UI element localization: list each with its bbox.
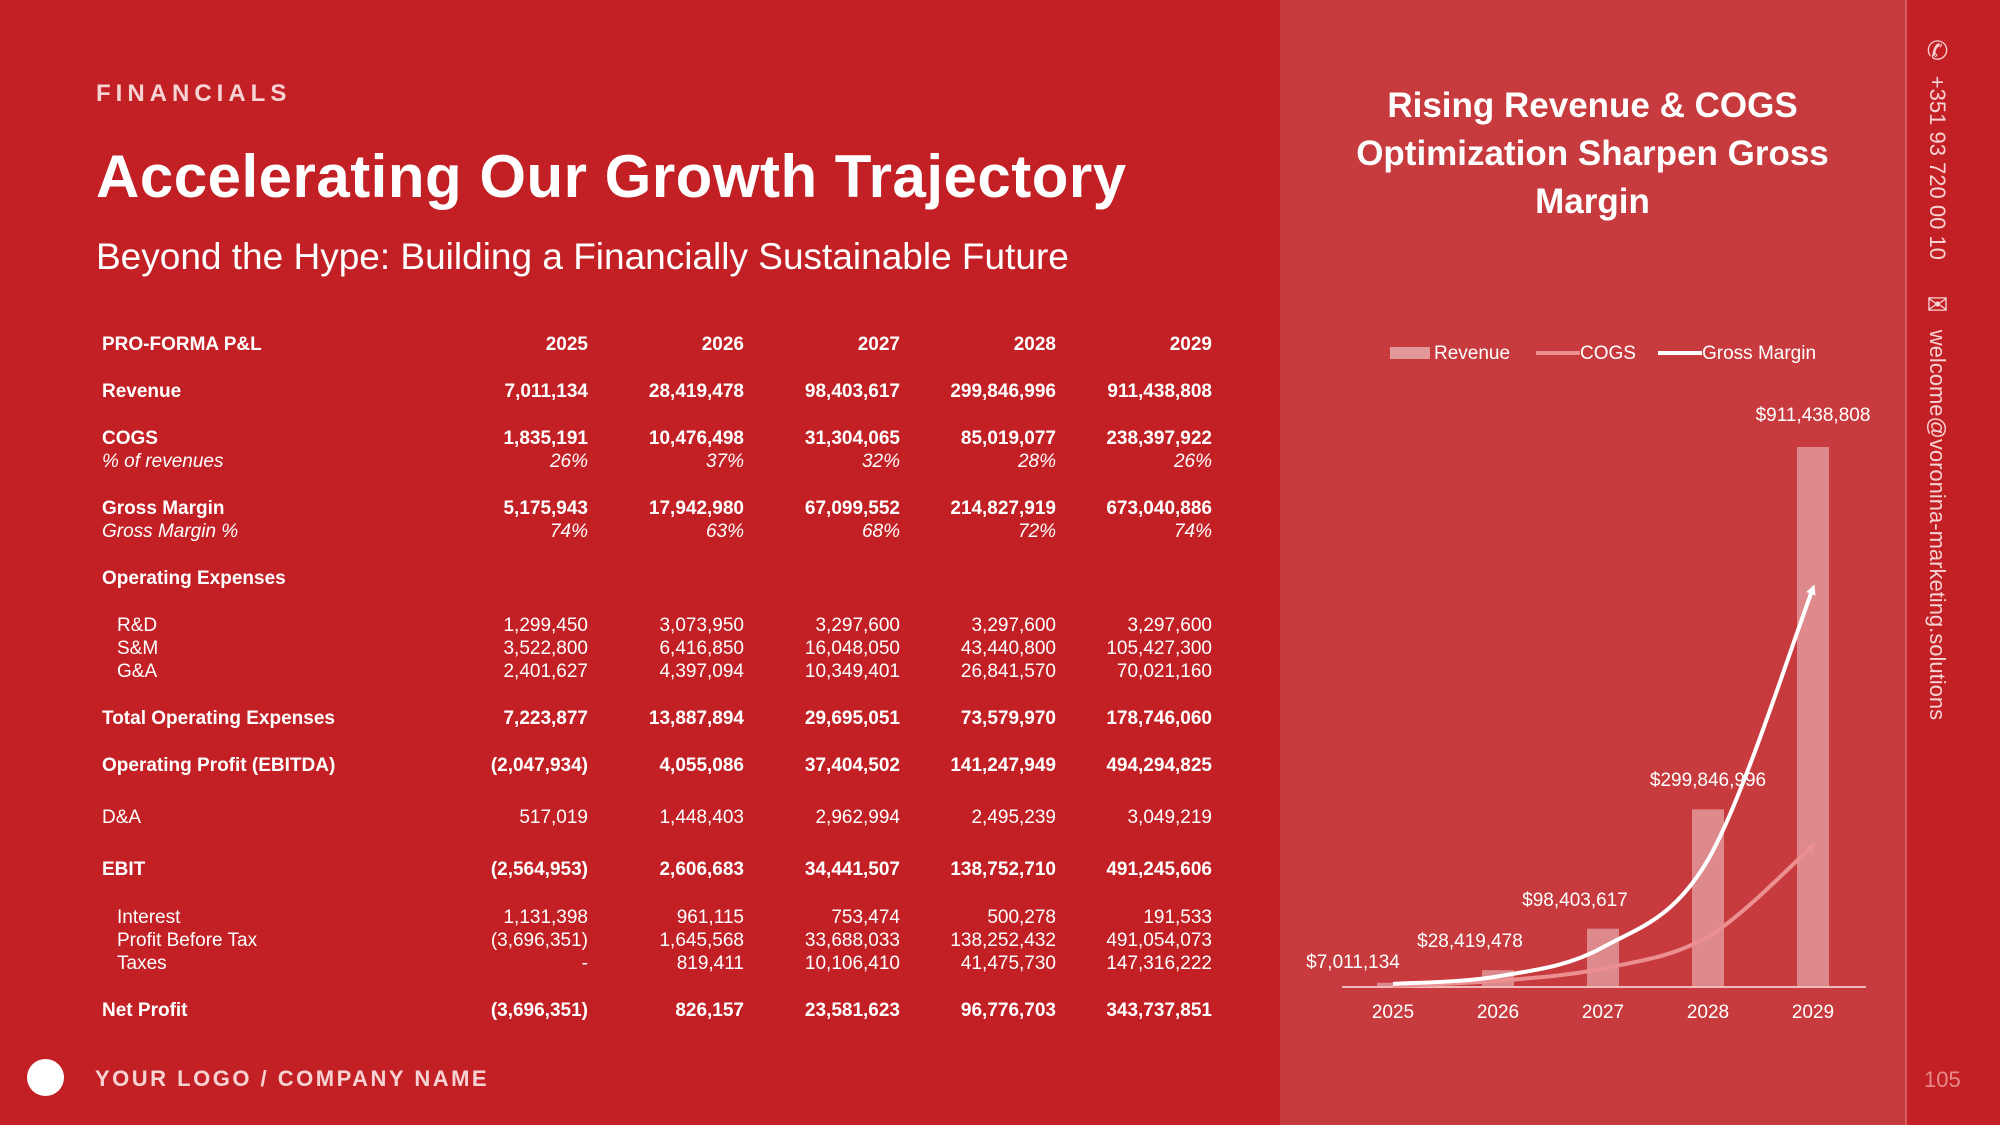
table-cell: (3,696,351) xyxy=(490,1000,588,1021)
table-cell: 37% xyxy=(705,451,744,472)
section-eyebrow: FINANCIALS xyxy=(96,80,292,107)
table-cell: 2,495,239 xyxy=(971,807,1056,828)
page-number: 105 xyxy=(1924,1067,1961,1092)
table-cell: (2,564,953) xyxy=(490,859,588,880)
table-row xyxy=(102,520,1212,544)
table-cell: 26% xyxy=(1173,451,1212,472)
table-cell: 33,688,033 xyxy=(804,930,900,951)
table-cell: 500,278 xyxy=(987,907,1056,928)
table-cell: 17,942,980 xyxy=(648,498,744,519)
table-cell: 26% xyxy=(549,451,588,472)
table-cell: (3,696,351) xyxy=(490,930,588,951)
legend-label: Revenue xyxy=(1434,343,1511,364)
table-cell: 74% xyxy=(549,521,588,542)
table-cell: 96,776,703 xyxy=(960,1000,1056,1021)
table-row xyxy=(102,497,1212,521)
row-label: Taxes xyxy=(117,953,167,974)
table-cell: 1,835,191 xyxy=(503,428,588,449)
table-cell: - xyxy=(581,953,588,974)
table-row xyxy=(102,660,1212,684)
year-header: 2026 xyxy=(701,334,744,355)
year-header: 2029 xyxy=(1169,334,1212,355)
table-cell: 23,581,623 xyxy=(804,1000,900,1021)
x-tick-label: 2029 xyxy=(1791,1002,1835,1023)
table-cell: 299,846,996 xyxy=(950,381,1056,402)
table-cell: 826,157 xyxy=(675,1000,744,1021)
table-row xyxy=(102,929,1212,953)
row-label: R&D xyxy=(117,615,158,636)
company-name: YOUR LOGO / COMPANY NAME xyxy=(95,1066,490,1091)
table-cell: 10,106,410 xyxy=(804,953,900,974)
table-cell: 73,579,970 xyxy=(960,708,1056,729)
table-cell: 494,294,825 xyxy=(1106,755,1212,776)
table-cell: 105,427,300 xyxy=(1106,638,1212,659)
table-row xyxy=(102,567,1212,591)
table-cell: 491,054,073 xyxy=(1106,930,1212,951)
table-cell: 98,403,617 xyxy=(804,381,900,402)
table-cell: 26,841,570 xyxy=(960,661,1056,682)
table-row xyxy=(102,906,1212,930)
revenue-bar xyxy=(1587,929,1619,987)
row-label: G&A xyxy=(117,661,158,682)
table-cell: (2,047,934) xyxy=(490,755,588,776)
table-row xyxy=(102,427,1212,451)
table-cell: 191,533 xyxy=(1143,907,1212,928)
table-row xyxy=(102,858,1212,882)
table-cell: 85,019,077 xyxy=(960,428,1056,449)
legend-swatch-revenue xyxy=(1390,347,1430,359)
table-cell: 43,440,800 xyxy=(960,638,1056,659)
table-cell: 10,349,401 xyxy=(804,661,900,682)
table-cell: 41,475,730 xyxy=(960,953,1056,974)
revenue-data-label: $7,011,134 xyxy=(1306,952,1400,973)
contact-info xyxy=(1922,35,1953,721)
table-cell: 31,304,065 xyxy=(804,428,900,449)
phone-icon: ✆ xyxy=(1926,35,1949,66)
table-cell: 68% xyxy=(861,521,900,542)
table-cell: 3,073,950 xyxy=(659,615,744,636)
table-cell: 1,448,403 xyxy=(659,807,744,828)
year-header: 2027 xyxy=(857,334,900,355)
revenue-bar xyxy=(1797,447,1829,987)
revenue-data-label: $98,403,617 xyxy=(1522,890,1628,911)
email-address[interactable]: welcome@voronina-marketing.solutions xyxy=(1925,329,1951,721)
table-cell: 147,316,222 xyxy=(1106,953,1212,974)
row-label: Interest xyxy=(117,907,181,928)
table-row xyxy=(102,637,1212,661)
legend-label: Gross Margin xyxy=(1702,343,1817,364)
table-row xyxy=(102,450,1212,474)
x-tick-label: 2027 xyxy=(1581,1002,1625,1023)
x-tick-label: 2028 xyxy=(1686,1002,1730,1023)
x-tick-label: 2025 xyxy=(1371,1002,1415,1023)
row-label: COGS xyxy=(102,428,158,449)
table-cell: 753,474 xyxy=(831,907,900,928)
phone-number[interactable]: +351 93 720 00 10 xyxy=(1925,75,1951,260)
table-row xyxy=(102,707,1212,731)
table-cell: 238,397,922 xyxy=(1106,428,1212,449)
row-label: % of revenues xyxy=(102,451,224,472)
table-cell: 3,297,600 xyxy=(815,615,900,636)
row-label: Revenue xyxy=(102,381,182,402)
row-label: D&A xyxy=(102,807,142,828)
table-cell: 37,404,502 xyxy=(804,755,900,776)
table-cell: 2,962,994 xyxy=(815,807,900,828)
row-label: Operating Expenses xyxy=(102,568,286,589)
table-cell: 343,737,851 xyxy=(1106,1000,1212,1021)
table-cell: 673,040,886 xyxy=(1106,498,1212,519)
page-title: Accelerating Our Growth Trajectory xyxy=(96,143,1127,210)
legend-swatch-gross-margin xyxy=(1658,351,1702,355)
table-cell: 819,411 xyxy=(676,953,744,974)
table-cell: 70,021,160 xyxy=(1116,661,1212,682)
table-cell: 178,746,060 xyxy=(1106,708,1212,729)
table-cell: 29,695,051 xyxy=(804,708,900,729)
table-row xyxy=(102,754,1212,778)
table-cell: 13,887,894 xyxy=(648,708,744,729)
divider xyxy=(1905,0,1907,1125)
table-cell: 138,752,710 xyxy=(950,859,1056,880)
envelope-icon: ✉ xyxy=(1926,289,1949,320)
table-cell: 961,115 xyxy=(676,907,744,928)
row-label: Net Profit xyxy=(102,1000,188,1021)
table-row xyxy=(102,380,1212,404)
table-cell: 32% xyxy=(861,451,900,472)
row-label: Total Operating Expenses xyxy=(102,708,335,729)
table-cell: 3,049,219 xyxy=(1127,807,1212,828)
row-label: Gross Margin % xyxy=(102,521,239,542)
table-cell: 2,606,683 xyxy=(659,859,744,880)
table-cell: 1,131,398 xyxy=(503,907,588,928)
table-cell: 4,055,086 xyxy=(659,755,744,776)
table-cell: 1,645,568 xyxy=(659,930,744,951)
table-row xyxy=(102,952,1212,976)
legend-label: COGS xyxy=(1580,343,1636,364)
table-cell: 67,099,552 xyxy=(804,498,900,519)
table-header-row xyxy=(102,333,1212,357)
row-label: Gross Margin xyxy=(102,498,225,519)
x-tick-label: 2026 xyxy=(1476,1002,1520,1023)
row-label: EBIT xyxy=(102,859,146,880)
row-label: S&M xyxy=(117,638,159,659)
year-header: 2025 xyxy=(545,334,588,355)
table-cell: 911,438,808 xyxy=(1107,381,1212,402)
table-cell: 5,175,943 xyxy=(503,498,588,519)
table-cell: 74% xyxy=(1173,521,1212,542)
table-cell: 141,247,949 xyxy=(950,755,1056,776)
table-cell: 491,245,606 xyxy=(1106,859,1212,880)
table-cell: 6,416,850 xyxy=(659,638,744,659)
table-cell: 1,299,450 xyxy=(503,615,588,636)
table-row xyxy=(102,806,1212,830)
table-cell: 72% xyxy=(1017,521,1056,542)
table-row xyxy=(102,999,1212,1023)
row-label: Profit Before Tax xyxy=(117,930,258,951)
revenue-chart xyxy=(1280,320,1905,1040)
table-header-label: PRO-FORMA P&L xyxy=(102,334,262,355)
row-label: Operating Profit (EBITDA) xyxy=(102,755,336,776)
logo-mark xyxy=(27,1059,64,1096)
table-cell: 2,401,627 xyxy=(503,661,588,682)
table-cell: 4,397,094 xyxy=(659,661,744,682)
year-header: 2028 xyxy=(1013,334,1056,355)
table-cell: 34,441,507 xyxy=(804,859,900,880)
table-cell: 63% xyxy=(705,521,744,542)
revenue-data-label: $911,438,808 xyxy=(1755,405,1871,426)
table-cell: 28% xyxy=(1017,451,1056,472)
table-cell: 3,297,600 xyxy=(971,615,1056,636)
page-subtitle: Beyond the Hype: Building a Financially Sustainable Future xyxy=(96,236,1069,277)
table-row xyxy=(102,614,1212,638)
legend-swatch-cogs xyxy=(1536,351,1580,355)
table-cell: 214,827,919 xyxy=(950,498,1056,519)
table-cell: 10,476,498 xyxy=(648,428,744,449)
chart-title: Rising Revenue & COGS Optimization Sharpen Gross Margin xyxy=(1356,86,1829,221)
table-cell: 517,019 xyxy=(519,807,588,828)
table-cell: 16,048,050 xyxy=(804,638,900,659)
table-cell: 3,522,800 xyxy=(503,638,588,659)
revenue-data-label: $28,419,478 xyxy=(1417,931,1523,952)
table-cell: 7,223,877 xyxy=(503,708,588,729)
table-cell: 7,011,134 xyxy=(504,381,588,402)
table-cell: 28,419,478 xyxy=(648,381,744,402)
revenue-data-label: $299,846,996 xyxy=(1649,770,1767,791)
table-cell: 138,252,432 xyxy=(950,930,1056,951)
table-cell: 3,297,600 xyxy=(1127,615,1212,636)
